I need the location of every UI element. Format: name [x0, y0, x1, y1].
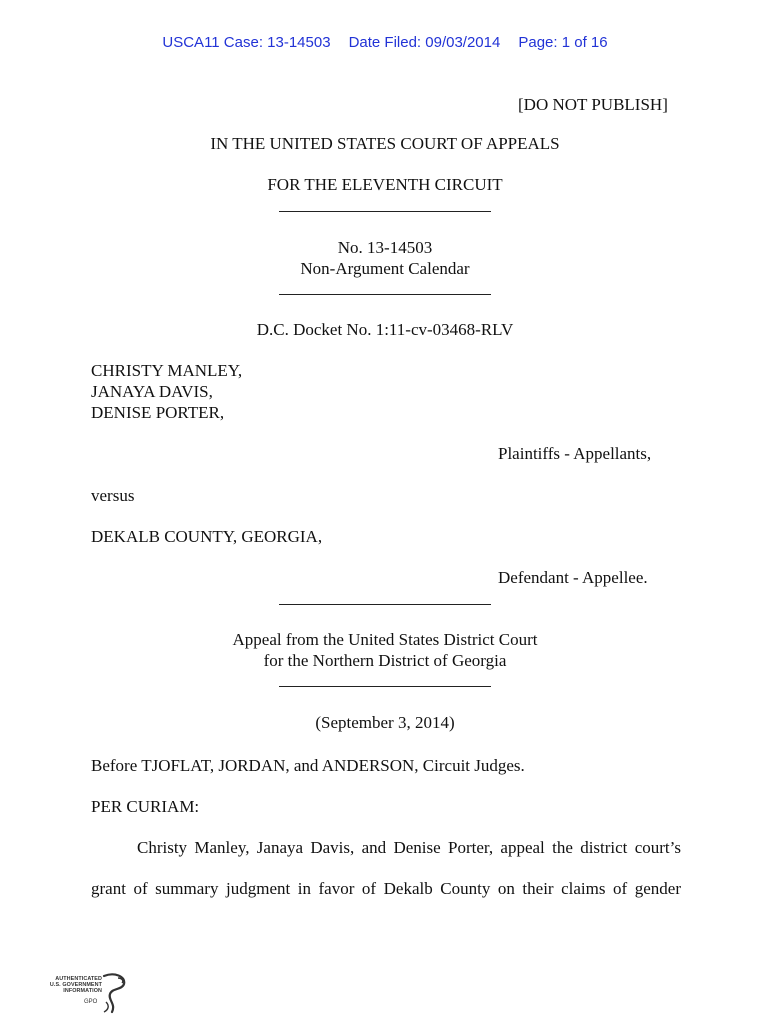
decision-date: (September 3, 2014): [315, 713, 455, 732]
case-number: No. 13-14503: [337, 238, 433, 257]
gpo-authentication-seal: [40, 972, 130, 1018]
plaintiff-name: CHRISTY MANLEY,: [91, 361, 243, 380]
defendant-role: Defendant - Appellee.: [498, 568, 648, 587]
plaintiffs-role: Plaintiffs - Appellants,: [498, 444, 652, 463]
case-header-stamp: [0, 34, 770, 51]
circuit-name: FOR THE ELEVENTH CIRCUIT: [267, 175, 503, 194]
calendar-type: Non-Argument Calendar: [300, 259, 470, 278]
court-name: IN THE UNITED STATES COURT OF APPEALS: [210, 134, 560, 153]
appeal-district: for the Northern District of Georgia: [263, 651, 507, 670]
plaintiff-name: DENISE PORTER,: [91, 403, 225, 422]
per-curiam-heading: PER CURIAM:: [91, 797, 200, 816]
paragraph-line: Christy Manley, Janaya Davis, and Denise Porter, appeal the district court’s: [137, 838, 681, 857]
appeal-origin: Appeal from the United States District Court: [232, 630, 538, 649]
publish-note: [DO NOT PUBLISH]: [518, 95, 668, 114]
divider: [279, 604, 491, 605]
case-number-stamp: USCA11 Case: 13-14503: [162, 34, 331, 51]
plaintiff-name: JANAYA DAVIS,: [91, 382, 213, 401]
seal-text: AUTHENTICATED U.S. GOVERNMENT INFORMATION: [49, 976, 102, 994]
versus-label: versus: [91, 486, 135, 505]
date-filed-stamp: Date Filed: 09/03/2014: [348, 34, 501, 51]
panel-judges: Before TJOFLAT, JORDAN, and ANDERSON, Circuit Judges.: [91, 756, 525, 775]
docket-number: D.C. Docket No. 1:11-cv-03468-RLV: [256, 320, 514, 339]
eagle-icon: [100, 972, 130, 1016]
paragraph-line: grant of summary judgment in favor of Dekalb County on their claims of gender: [91, 879, 681, 898]
defendant-name: DEKALB COUNTY, GEORGIA,: [91, 527, 323, 546]
divider: [279, 211, 491, 212]
divider: [279, 686, 491, 687]
opening-paragraph: [91, 838, 681, 899]
divider: [279, 294, 491, 295]
seal-org: GPO: [84, 999, 98, 1005]
page-count-stamp: Page: 1 of 16: [518, 34, 608, 51]
